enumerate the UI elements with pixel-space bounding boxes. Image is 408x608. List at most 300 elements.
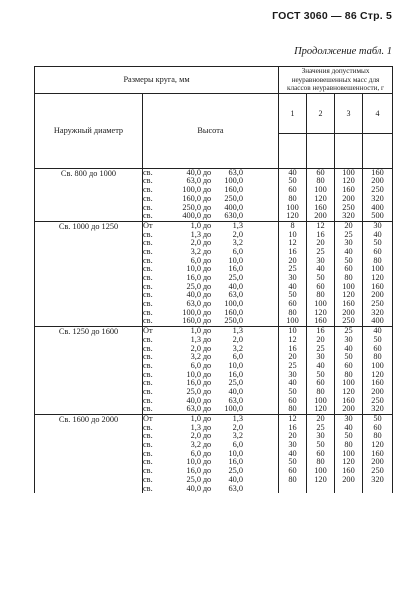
height-to: 100,0 [224,404,243,414]
mass-value: 80 [373,431,382,441]
mass-value: 100 [314,466,327,476]
mass-value: 20 [316,238,325,248]
mass-value: 120 [314,404,327,414]
height-prefix: св. [143,334,153,344]
mass-value: 80 [288,193,297,203]
mass-value: 60 [373,422,382,432]
height-prefix: св. [143,378,153,388]
column-header-sizes: Размеры круга, мм [35,67,279,94]
height-to-word: до [202,448,212,458]
mass-value: 120 [314,474,327,484]
height-cell [143,221,279,326]
mass-value: 50 [316,369,325,379]
mass-value: 50 [288,386,297,396]
height-from: 250,0 [182,202,201,212]
mass-value: 60 [373,246,382,256]
mass-value: 10 [288,326,297,336]
mass-value: 60 [316,281,325,291]
height-from: 40,0 [186,167,201,177]
mass-value: 120 [342,176,355,186]
height-to: 10,0 [228,360,243,370]
class-3-values-cell [335,327,363,415]
height-to: 160,0 [224,307,243,317]
height-prefix: св. [143,185,153,195]
mass-value: 160 [371,167,384,177]
mass-value: 120 [314,193,327,203]
height-from: 16,0 [186,378,201,388]
height-prefix: св. [143,264,153,274]
mass-value: 40 [344,343,353,353]
table-row [35,168,393,221]
mass-value: 40 [344,422,353,432]
mass-value: 50 [344,431,353,441]
mass-value: 12 [288,334,297,344]
mass-value: 160 [342,395,355,405]
height-from: 40,0 [186,290,201,300]
mass-value: 60 [316,448,325,458]
height-to-word: до [202,255,212,265]
mass-value: 12 [316,220,325,230]
mass-value: 16 [316,326,325,336]
height-to: 63,0 [228,290,243,300]
height-to-word: до [202,378,212,388]
height-to-word: до [202,273,212,283]
height-to-word: до [202,299,212,309]
height-to: 40,0 [228,474,243,484]
mass-value: 160 [371,281,384,291]
mass-value: 16 [316,229,325,239]
height-to: 6,0 [232,352,243,362]
mass-value: 40 [316,264,325,274]
mass-value: 160 [371,378,384,388]
height-to-word: до [202,307,212,317]
height-to-word: до [202,414,212,424]
mass-value: 60 [316,378,325,388]
height-from: 10,0 [186,264,201,274]
class-header-3: 3 [335,93,363,133]
mass-value: 40 [288,448,297,458]
document-title: ГОСТ 3060 — 86 Стр. 5 [272,10,392,22]
outer-diameter-cell: Св. 1000 до 1250 [35,221,143,326]
height-prefix: От [143,220,153,230]
height-to: 1,3 [232,414,243,424]
height-prefix: св. [143,255,153,265]
mass-value: 80 [373,255,382,265]
height-to-word: до [202,431,212,441]
mass-value: 60 [344,360,353,370]
mass-value: 25 [316,343,325,353]
height-to-word: до [202,264,212,274]
mass-value: 12 [288,238,297,248]
height-to-word: до [202,457,212,467]
height-to: 63,0 [228,167,243,177]
mass-value: 80 [316,290,325,300]
height-to: 3,2 [232,343,243,353]
mass-value: 60 [288,299,297,309]
height-to: 3,2 [232,431,243,441]
mass-value: 80 [316,386,325,396]
height-from: 1,0 [190,326,201,336]
mass-value: 250 [371,395,384,405]
height-to: 2,0 [232,334,243,344]
height-to: 40,0 [228,386,243,396]
mass-value: 250 [371,185,384,195]
mass-value: 30 [316,255,325,265]
height-to-word: до [202,326,212,336]
height-range-line [143,485,278,494]
mass-value: 250 [342,202,355,212]
height-from: 63,0 [186,404,201,414]
height-from: 2,0 [190,238,201,248]
height-prefix: св. [143,448,153,458]
height-from: 6,0 [190,255,201,265]
table-continuation-note: Продолжение табл. 1 [294,46,392,57]
class-2-values-cell [307,168,335,221]
mass-value: 25 [344,229,353,239]
mass-value: 120 [342,386,355,396]
mass-value: 30 [344,238,353,248]
class-1-values-cell [279,168,307,221]
height-to: 6,0 [232,246,243,256]
class-header-4: 4 [363,93,393,133]
mass-value: 80 [344,440,353,450]
height-from: 3,2 [190,440,201,450]
height-prefix: св. [143,211,153,221]
height-to-word: до [202,343,212,353]
height-from: 6,0 [190,360,201,370]
height-prefix: св. [143,343,153,353]
height-to-word: до [202,193,212,203]
height-to-word: до [202,220,212,230]
class-header-1: 1 [279,93,307,133]
height-from: 25,0 [186,281,201,291]
height-range-line [143,405,278,414]
height-to: 2,0 [232,422,243,432]
height-to-word: до [202,176,212,186]
mass-value: 8 [290,220,295,230]
height-from: 1,3 [190,422,201,432]
table-row [35,415,393,494]
mass-value: 20 [316,334,325,344]
height-from: 1,3 [190,334,201,344]
table-row [35,221,393,326]
mass-value: 40 [316,360,325,370]
height-prefix: св. [143,273,153,283]
mass-value: 160 [342,185,355,195]
mass-value: 160 [342,299,355,309]
mass-value: 60 [316,167,325,177]
mass-value: 30 [288,273,297,283]
mass-value: 25 [316,422,325,432]
height-to: 400,0 [224,202,243,212]
height-to-word: до [202,483,212,493]
mass-value: 80 [344,369,353,379]
mass-value: 25 [288,264,297,274]
mass-value: 500 [371,211,384,221]
mass-value: 60 [344,264,353,274]
height-prefix: св. [143,386,153,396]
class-1-values-cell [279,327,307,415]
mass-value: 50 [288,457,297,467]
height-prefix: св. [143,202,153,212]
mass-value: 50 [344,255,353,265]
mass-value: 200 [371,386,384,396]
height-to: 100,0 [224,299,243,309]
mass-value: 20 [288,431,297,441]
table-body [35,168,393,493]
mass-value: 120 [342,290,355,300]
height-to: 25,0 [228,273,243,283]
class-2-values-cell [307,415,335,494]
mass-value: 50 [373,334,382,344]
outer-diameter-cell: Св. 1250 до 1600 [35,327,143,415]
mass-value: 100 [342,281,355,291]
mass-value: 120 [314,307,327,317]
mass-value: 50 [373,238,382,248]
class-3-values-cell [335,221,363,326]
mass-value: 200 [371,176,384,186]
height-to: 25,0 [228,378,243,388]
height-to: 63,0 [228,483,243,493]
height-from: 3,2 [190,352,201,362]
mass-value: 200 [342,404,355,414]
mass-value: 30 [316,352,325,362]
height-to: 40,0 [228,281,243,291]
height-prefix: св. [143,360,153,370]
height-from: 16,0 [186,273,201,283]
height-from: 63,0 [186,176,201,186]
page-header [0,6,408,26]
mass-value: 40 [288,167,297,177]
height-to: 3,2 [232,238,243,248]
height-from: 10,0 [186,457,201,467]
height-to-word: до [202,316,212,326]
height-from: 25,0 [186,474,201,484]
mass-value: 400 [371,202,384,212]
mass-value: 100 [342,448,355,458]
height-from: 160,0 [182,316,201,326]
outer-diameter-cell: Св. 1600 до 2000 [35,415,143,494]
height-to: 25,0 [228,466,243,476]
mass-value: 120 [371,369,384,379]
height-prefix: св. [143,369,153,379]
mass-value: 60 [288,395,297,405]
mass-value: 50 [316,440,325,450]
mass-value: 100 [314,185,327,195]
height-to-word: до [202,474,212,484]
height-to: 10,0 [228,448,243,458]
mass-value: 250 [371,299,384,309]
height-cell [143,168,279,221]
height-from: 3,2 [190,246,201,256]
column-header-height: Высота [143,93,279,168]
class-header-spacer-4 [363,133,393,168]
height-range-line [143,317,278,326]
mass-value: 20 [316,414,325,424]
height-to-word: до [202,238,212,248]
mass-value: 320 [371,404,384,414]
mass-value: 30 [344,334,353,344]
mass-value: 100 [286,316,299,326]
mass-value: 100 [314,299,327,309]
mass-value: 16 [288,422,297,432]
height-to: 16,0 [228,457,243,467]
height-prefix: св. [143,316,153,326]
mass-value: 30 [373,220,382,230]
mass-value: 200 [342,193,355,203]
class-1-values-cell [279,415,307,494]
mass-value: 20 [288,352,297,362]
mass-value: 50 [316,273,325,283]
mass-value: 160 [342,466,355,476]
header-row-top [35,67,393,94]
height-to-word: до [202,395,212,405]
height-to: 63,0 [228,395,243,405]
mass-value: 50 [288,176,297,186]
mass-value: 30 [344,414,353,424]
height-to: 16,0 [228,264,243,274]
mass-value: 200 [342,474,355,484]
class-4-values-cell [363,221,393,326]
height-prefix: св. [143,457,153,467]
mass-value: 200 [371,457,384,467]
column-header-outer-diameter: Наружный диаметр [35,93,143,168]
class-header-2: 2 [307,93,335,133]
mass-value: 320 [371,193,384,203]
mass-value: 25 [288,360,297,370]
mass-value: 250 [371,466,384,476]
class-3-values-cell [335,168,363,221]
mass-value: 120 [371,273,384,283]
mass-value: 80 [316,176,325,186]
height-prefix: св. [143,246,153,256]
class-3-values-cell [335,415,363,494]
mass-value: 250 [342,316,355,326]
mass-value: 16 [288,246,297,256]
mass-value: 120 [371,440,384,450]
height-from: 25,0 [186,386,201,396]
mass-value: 160 [314,316,327,326]
height-to-word: до [202,404,212,414]
mass-value: 50 [344,352,353,362]
mass-value: 12 [288,414,297,424]
height-from: 2,0 [190,343,201,353]
mass-value: 80 [288,474,297,484]
height-from: 160,0 [182,193,201,203]
mass-value: 25 [316,246,325,256]
height-prefix: От [143,326,153,336]
mass-value: 30 [288,440,297,450]
class-header-spacer-2 [307,133,335,168]
mass-value: 100 [342,167,355,177]
mass-value: 200 [314,211,327,221]
mass-value: 80 [373,352,382,362]
height-prefix: св. [143,176,153,186]
height-to: 1,3 [232,326,243,336]
mass-value: 80 [288,307,297,317]
class-2-values-cell [307,327,335,415]
mass-value: 320 [371,307,384,317]
mass-value: 100 [371,360,384,370]
class-4-values-cell [363,327,393,415]
height-from: 10,0 [186,369,201,379]
height-to-word: до [202,466,212,476]
height-to: 16,0 [228,369,243,379]
height-prefix: св. [143,440,153,450]
height-to-word: до [202,334,212,344]
height-from: 2,0 [190,431,201,441]
height-to: 250,0 [224,316,243,326]
height-from: 16,0 [186,466,201,476]
class-2-values-cell [307,221,335,326]
height-to-word: до [202,352,212,362]
height-to-word: до [202,281,212,291]
height-prefix: св. [143,307,153,317]
column-header-values: Значения допустимых неуравновешенных масс для классов неуравновешенности, г [279,67,393,94]
mass-value: 40 [344,246,353,256]
height-prefix: св. [143,431,153,441]
mass-value: 100 [314,395,327,405]
height-prefix: св. [143,474,153,484]
mass-value: 40 [373,326,382,336]
mass-value: 400 [371,316,384,326]
table-row [35,327,393,415]
height-from: 63,0 [186,299,201,309]
mass-value: 100 [286,202,299,212]
mass-value: 60 [288,466,297,476]
balancing-table [34,66,393,493]
height-from: 100,0 [182,185,201,195]
class-4-values-cell [363,168,393,221]
height-range-line [143,212,278,221]
mass-value: 25 [344,326,353,336]
mass-value: 200 [342,307,355,317]
height-to: 630,0 [224,211,243,221]
height-prefix: св. [143,281,153,291]
height-from: 400,0 [182,211,201,221]
height-to: 2,0 [232,229,243,239]
height-to: 100,0 [224,176,243,186]
height-to-word: до [202,246,212,256]
height-to: 250,0 [224,193,243,203]
mass-value: 80 [288,404,297,414]
height-cell [143,327,279,415]
class-header-spacer-3 [335,133,363,168]
height-to-word: до [202,369,212,379]
height-prefix: св. [143,422,153,432]
mass-value: 80 [316,457,325,467]
mass-value: 60 [373,343,382,353]
mass-value: 320 [342,211,355,221]
height-to: 160,0 [224,185,243,195]
outer-diameter-cell: Св. 800 до 1000 [35,168,143,221]
mass-value: 50 [373,414,382,424]
height-prefix: св. [143,193,153,203]
height-to: 6,0 [232,440,243,450]
height-prefix: св. [143,352,153,362]
height-to-word: до [202,202,212,212]
height-to-word: до [202,440,212,450]
height-from: 40,0 [186,395,201,405]
mass-value: 20 [288,255,297,265]
mass-value: 320 [371,474,384,484]
header-row-middle [35,93,393,133]
height-prefix: св. [143,299,153,309]
height-prefix: От [143,414,153,424]
height-prefix: св. [143,238,153,248]
height-prefix: св. [143,395,153,405]
mass-value: 100 [342,378,355,388]
